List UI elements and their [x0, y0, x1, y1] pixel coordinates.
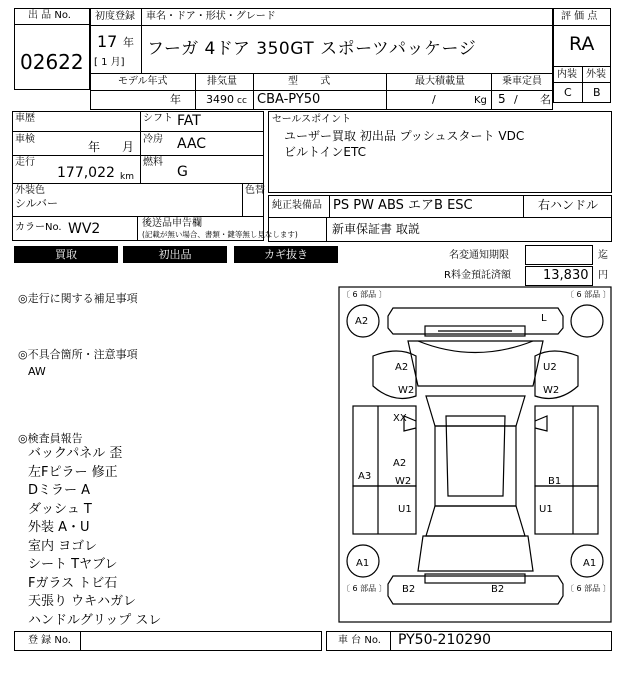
max-load-slash: /	[432, 93, 436, 106]
reg-no-label: 登 録 No.	[28, 635, 71, 646]
specs-row-div-2	[12, 155, 264, 156]
trunk	[418, 536, 533, 571]
grade-value: RA	[569, 33, 595, 55]
equipment-div-v1	[329, 195, 330, 217]
driving-notes-title: ◎走行に関する補足事項	[18, 292, 138, 305]
specs-row-div-4	[12, 216, 264, 217]
chassis-div	[390, 631, 391, 651]
damage-mark: A1	[356, 558, 370, 569]
damage-mark: A2	[355, 316, 369, 327]
color-no-label: カラーNo.	[15, 222, 62, 233]
header-row-divider-2	[90, 73, 553, 74]
interior-label: 内装	[557, 69, 577, 80]
ext-color-label: 外装色	[15, 185, 45, 196]
chassis-label: 車 台 No.	[338, 635, 381, 646]
inspector-line: 外装 A・U	[28, 520, 90, 535]
inspector-line: 天張り ウキハガレ	[28, 594, 137, 609]
damage-mark: B2	[491, 584, 505, 595]
capacity-value: 5	[498, 92, 506, 106]
damage-mark: B1	[548, 476, 562, 487]
ac-value: AAC	[177, 136, 207, 152]
type-label: 型 式	[288, 76, 331, 87]
exterior-label: 外装	[586, 69, 606, 80]
defect-notes-value: AW	[28, 365, 46, 378]
inspection-label: 車検	[15, 134, 35, 145]
inspector-line: ハンドルグリップ スレ	[28, 612, 162, 628]
status-buyout: 買取	[14, 246, 118, 263]
equipment-label: 純正装備品	[272, 200, 322, 211]
displacement-unit: cc	[237, 96, 247, 106]
capacity-unit: 名	[540, 93, 551, 106]
grade-title: 評 価 点	[561, 11, 598, 22]
reg-no-div	[80, 631, 81, 651]
fuel-label: 燃料	[143, 157, 163, 168]
tire-rear-left-label: 〔 6 部品 〕	[342, 584, 387, 593]
first-reg-year: 17	[97, 32, 118, 51]
front-bumper	[388, 308, 563, 334]
capacity-label: 乗車定員	[502, 76, 542, 87]
damage-mark: A1	[583, 558, 597, 569]
displacement-label: 排気量	[207, 76, 237, 87]
specs-col-div-3	[137, 216, 138, 241]
right-mirror	[535, 416, 547, 431]
lot-no-label: 出 品 No.	[28, 10, 71, 21]
specs-col-div	[140, 111, 141, 183]
name-change-unit: 迄	[598, 250, 608, 261]
inspector-line: シート Tヤブレ	[28, 557, 118, 572]
fuel-value: G	[177, 164, 188, 180]
grade-divider-1	[553, 25, 611, 26]
max-load-label: 最大積載量	[415, 76, 465, 87]
inspector-line: Fガラス トビ石	[28, 575, 118, 591]
header-row-divider-1	[90, 25, 553, 26]
inspection-year-unit: 年	[88, 140, 101, 154]
sales-point-label: セールスポイント	[272, 114, 352, 125]
equipment-div-v2	[523, 195, 524, 217]
header-col-divider-b	[253, 73, 254, 110]
sales-point-line-1: ユーザー買取 初出品 プッシュスタート VDC	[284, 129, 525, 143]
max-load-unit: Kg	[474, 95, 487, 106]
displacement-value: 3490	[206, 93, 234, 106]
header-col-divider-first	[141, 8, 142, 73]
damage-mark: U1	[539, 504, 553, 515]
inspector-title: ◎検査員報告	[18, 432, 83, 445]
first-reg-month: [ 1 月]	[94, 57, 125, 68]
rear-panel	[425, 574, 525, 583]
header-col-divider-c	[386, 73, 387, 110]
mileage-value: 177,022	[57, 165, 115, 181]
mileage-unit: km	[120, 172, 134, 182]
retrofit-note: (記載が無い場合、書類・鍵等無し見なします)	[142, 230, 298, 239]
status-first-listing: 初出品	[123, 246, 227, 263]
damage-mark: A3	[358, 471, 372, 482]
inspector-line: 室内 ヨゴレ	[28, 538, 98, 554]
tire-front-right-label: 〔 6 部品 〕	[566, 290, 611, 299]
inspector-line: 左Fピラー 修正	[28, 464, 118, 480]
mileage-label: 走行	[15, 157, 35, 168]
sales-point-line-2: ビルトインETC	[284, 145, 366, 159]
damage-mark: U1	[398, 504, 412, 515]
first-reg-label: 初度登録	[95, 11, 135, 22]
tire-front-right	[571, 305, 603, 337]
windshield	[426, 396, 525, 426]
damage-mark: W2	[395, 476, 412, 487]
tire-front-left-label: 〔 6 部品 〕	[342, 290, 387, 299]
recycle-unit: 円	[598, 270, 608, 281]
roof-inner	[446, 416, 505, 496]
equipment-div-v3	[326, 217, 327, 242]
tire-rear-right-label: 〔 6 部品 〕	[566, 584, 611, 593]
damage-mark: A2	[393, 458, 407, 469]
equipment-div-h	[268, 217, 612, 218]
damage-mark: L	[541, 313, 547, 324]
damage-mark: W2	[543, 385, 560, 396]
hood	[408, 341, 543, 386]
name-change-label: 名変通知期限	[449, 250, 509, 261]
car-name: フーガ 4ドア 350GT スポーツパッケージ	[147, 39, 477, 59]
lot-no: 02622	[20, 50, 84, 74]
inspector-line: Dミラー A	[28, 483, 91, 498]
header-col-divider-a	[195, 73, 196, 110]
defect-notes-title: ◎不具合箇所・注意事項	[18, 348, 138, 361]
status-key-removed: カギ抜き	[234, 246, 338, 263]
chassis-value: PY50-210290	[398, 632, 491, 648]
header-col-divider-d	[491, 73, 492, 110]
specs-row-div-1	[12, 131, 264, 132]
exterior-value: B	[593, 86, 601, 99]
recycle-value: 13,830	[543, 268, 589, 283]
type-value: CBA-PY50	[257, 92, 321, 107]
shift-value: FAT	[177, 113, 201, 129]
handle-value: 右ハンドル	[538, 198, 599, 212]
inspector-line: バックパネル 歪	[28, 446, 123, 461]
damage-mark: U2	[543, 362, 557, 373]
specs-row-div-3	[12, 183, 264, 184]
history-label: 車歴	[15, 113, 35, 124]
capacity-slash: /	[514, 93, 518, 106]
model-year-unit: 年	[170, 93, 181, 106]
damage-mark: A2	[395, 362, 409, 373]
interior-value: C	[564, 86, 572, 99]
diagram-frame	[339, 287, 611, 622]
color-no-value: WV2	[68, 221, 101, 237]
retrofit-label: 後送品申告欄	[142, 218, 202, 229]
header-row-divider-3	[90, 90, 553, 91]
damage-mark: W2	[398, 385, 415, 396]
car-damage-diagram	[338, 286, 613, 624]
recycle-label: R料金預託済額	[444, 270, 511, 281]
name-change-box	[525, 245, 593, 265]
ext-color-value: シルバー	[15, 197, 58, 210]
inspection-month-unit: 月	[122, 140, 135, 154]
ac-label: 冷房	[143, 134, 163, 145]
inspector-line: ダッシュ T	[28, 501, 92, 517]
equipment-value: PS PW ABS エアB ESC	[333, 198, 473, 213]
damage-mark: XX	[393, 413, 407, 424]
model-year-label: モデル年式	[118, 76, 168, 87]
rear-window	[426, 506, 525, 536]
repaint-label: 色替	[245, 185, 265, 196]
right-front-door	[535, 406, 598, 486]
shift-label: シフト	[143, 113, 173, 124]
damage-mark: B2	[402, 584, 416, 595]
grade-divider-v	[582, 66, 583, 103]
car-name-label: 車名・ドア・形状・グレード	[146, 11, 276, 22]
documents-value: 新車保証書 取説	[332, 222, 420, 236]
first-reg-year-unit: 年	[123, 36, 134, 49]
specs-col-div-2	[242, 183, 243, 216]
